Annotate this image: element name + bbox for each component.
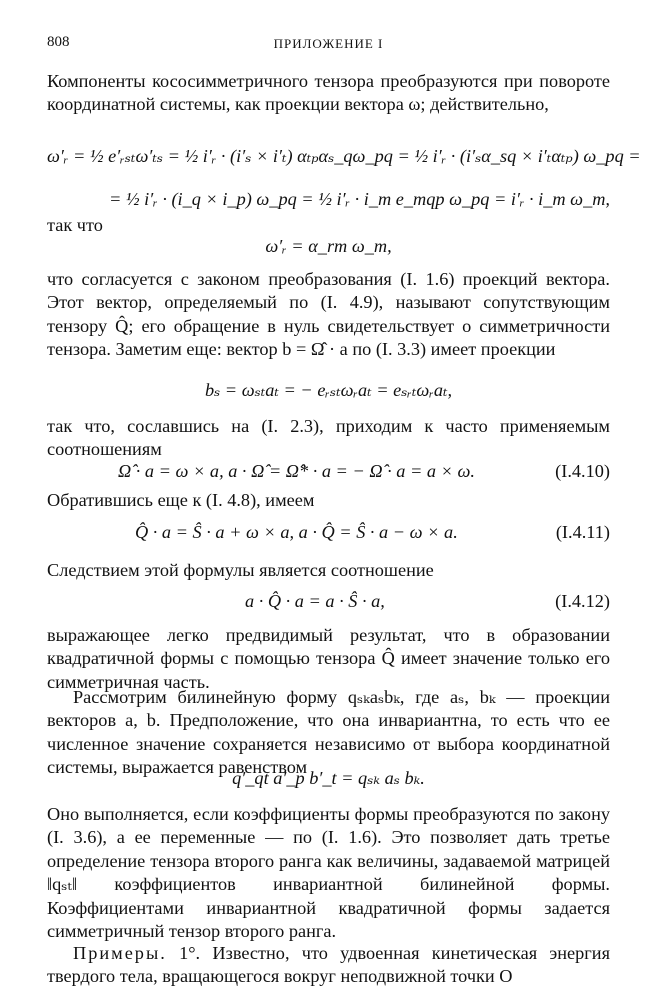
equation-4-number: (I.4.10): [555, 461, 610, 481]
equation-1-line-2: = ½ i′ᵣ · (i_q × i_p) ω_pq = ½ i′ᵣ · i_m e_mqp ω_pq = i′ᵣ · i_m ω_m,: [108, 189, 610, 209]
paragraph-4: Обратившись еще к (I. 4.8), имеем: [47, 490, 315, 510]
paragraph-2: [47, 268, 610, 362]
equation-6: a · Q̂ · a = a · Ŝ · a,: [245, 591, 385, 611]
equation-3: bₛ = ωₛₜaₜ = − eᵣₛₜωᵣaₜ = eₛᵣₜωᵣaₜ,: [204, 380, 453, 400]
examples-label: Примеры.: [73, 943, 167, 963]
paragraph-6: [47, 624, 610, 694]
paragraph-1: [47, 70, 610, 117]
paragraph-6-text: выражающее легко предвидимый результат, что в образовании квадратичной формы с помощью тензора Q̂ имеет значение только его симметричная часть.: [47, 625, 610, 692]
paragraph-3: [47, 415, 610, 462]
running-title: ПРИЛОЖЕНИЕ I: [273, 36, 384, 51]
equation-1-line-1: ω′ᵣ = ½ e′ᵣₛₜω′ₜₛ = ½ i′ᵣ · (i′ₛ × i′ₜ) αₜₚαₛ_qω_pq = ½ i′ᵣ · (i′ₛα_sq × i′ₜαₜₚ) ω_pq =: [47, 146, 641, 166]
page-number: 808: [47, 34, 70, 50]
equation-7: q′_qt a′_p b′_t = qₛₖ aₛ bₖ.: [232, 768, 425, 788]
paragraph-8-text: Оно выполняется, если коэффициенты формы преобразуются по закону (I. 3.6), а ее переменные — по (I. 1.6). Это позволяет дать третье определение тензора второго ранга как величины, задаваемой матрицей ‖qₛₜ‖ коэффициентов инвариантной билинейной формы. Коэффициентами инвариантной квадратичной формы задается симметричный тензор второго ранга.: [47, 804, 610, 942]
paragraph-9-body: 1°. Известно, что удвоенная кинетическая энергия твердого тела, вращающегося вокруг неподвижной точки O: [47, 943, 610, 987]
paragraph-3-text: так что, сославшись на (I. 2.3), приходим к часто применяемым соотношениям: [47, 416, 610, 460]
paragraph-9-text: [47, 942, 610, 989]
equation-2: ω′ᵣ = α_rm ω_m,: [265, 236, 392, 256]
paragraph-5: Следствием этой формулы является соотношение: [47, 560, 434, 580]
paragraph-7: [47, 686, 610, 780]
equation-5: Q̂ · a = Ŝ · a + ω × a, a · Q̂ = Ŝ · a − ω × a.: [135, 522, 458, 542]
paragraph-8: [47, 803, 610, 943]
paragraph-7-text: Рассмотрим билинейную форму qₛₖaₛbₖ, где aₛ, bₖ — проекции векторов a, b. Предположение, что она инвариантна, то есть что ее численное значение сохраняется независимо от выбора координатной системы, выражается равенством: [47, 687, 610, 778]
equation-4: Ω̂ · a = ω × a, a · Ω̂ = Ω̂* · a = − Ω̂ · a = a × ω.: [118, 461, 476, 481]
paragraph-2-text: что согласуется с законом преобразования (I. 1.6) проекций вектора. Этот вектор, определяемый по (I. 4.9), называют сопутствующим тензору Q̂; его обращение в нуль свидетельствует о симметричности тензора. Заметим еще: вектор b = Ω̂ · a по (I. 3.3) имеет проекции: [47, 269, 610, 360]
equation-6-number: (I.4.12): [555, 591, 610, 611]
equation-5-number: (I.4.11): [555, 522, 610, 542]
paragraph-1-text: Компоненты кососимметричного тензора преобразуются при повороте координатной системы, как проекции вектора ω; действительно,: [47, 71, 610, 115]
paragraph-9: [47, 942, 610, 989]
so-that-text: так что: [47, 215, 103, 235]
